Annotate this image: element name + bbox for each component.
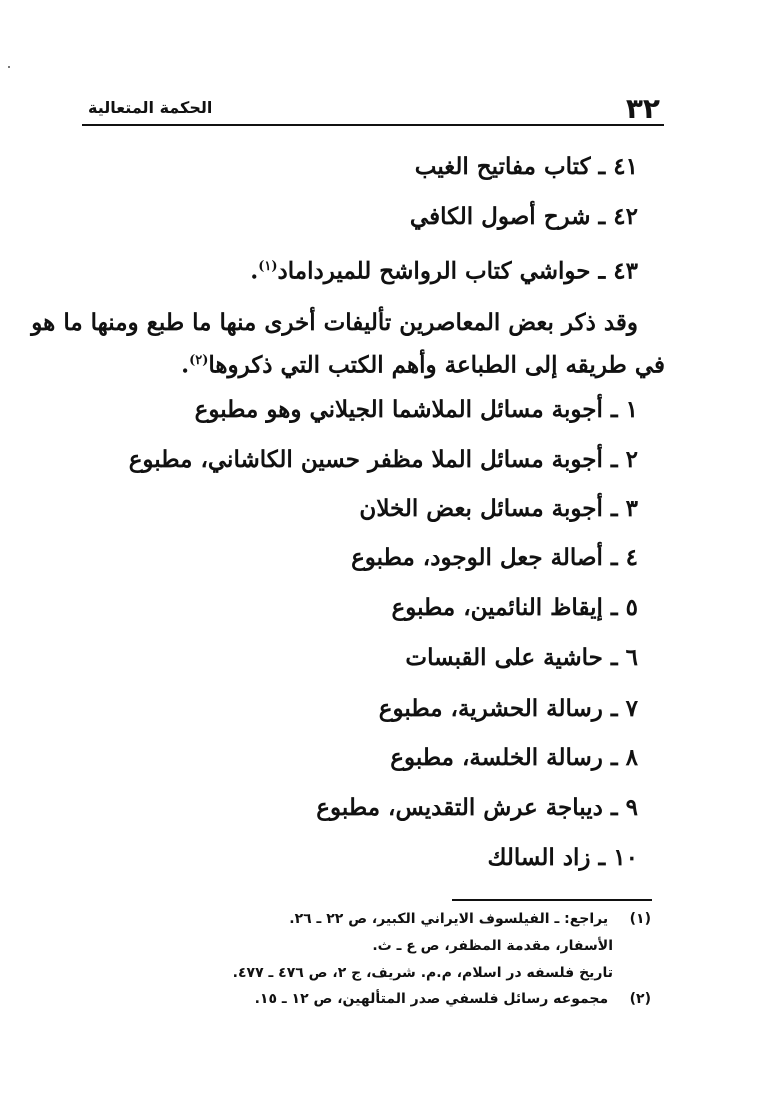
- list-item-text: أجوبة مسائل الملاشما الجيلاني وهو مطبوع: [194, 396, 603, 423]
- list-item: [351, 543, 638, 573]
- running-title: الحكمة المتعالية: [88, 98, 213, 117]
- list-item: [250, 252, 638, 287]
- footnote-ref: (٢): [189, 353, 209, 368]
- scan-speck: [8, 66, 10, 68]
- list-item-number: ١٠: [613, 844, 638, 871]
- page-header: [82, 92, 664, 125]
- list-item-text: رسالة الحشرية، مطبوع: [378, 695, 603, 722]
- list-item-dash: ـ: [590, 153, 606, 180]
- list-item-number: ٤١: [613, 153, 638, 180]
- footnote-ref: (١): [258, 259, 278, 274]
- list-item-text: أصالة جعل الوجود، مطبوع: [351, 544, 603, 571]
- list-item-text: كتاب مفاتيح الغيب: [414, 153, 591, 180]
- list-item: [195, 395, 638, 425]
- list-item-number: ٥: [625, 594, 638, 621]
- list-item-dash: ـ: [602, 794, 618, 821]
- list-item-number: ٤: [625, 544, 638, 571]
- footnote-rule: [452, 899, 652, 901]
- list-item: [415, 152, 638, 182]
- list-item-text: أجوبة مسائل بعض الخلان: [359, 495, 603, 522]
- list-item-number: ٤٣: [613, 257, 638, 285]
- list-item: [359, 494, 638, 524]
- list-item-text: زاد السالك: [487, 844, 591, 871]
- footnote-text: مجموعه رسائل فلسفي صدر المتألهين، ص ١٢ ـ ١٥.: [254, 991, 609, 1007]
- footnote-text: تاريخ فلسفه در اسلام، م.م. شريف، ج ٢، ص ٤٧٦ ـ ٤٧٧.: [232, 965, 613, 981]
- list-item-number: ٣: [625, 495, 638, 522]
- list-item-text: ديباجة عرش التقديس، مطبوع: [316, 794, 603, 821]
- list-item-dash: ـ: [590, 844, 606, 871]
- list-item: [379, 694, 638, 724]
- list-item: [392, 593, 639, 623]
- list-item-dash: ـ: [590, 257, 606, 285]
- list-item-dash: ـ: [602, 495, 618, 522]
- list-item-number: ١: [625, 396, 638, 423]
- list-item-dash: ـ: [602, 744, 618, 771]
- list-item: [405, 643, 638, 673]
- page-number: ٣٢: [625, 92, 660, 125]
- footnote-2: [255, 989, 651, 1009]
- list-item-text: إيقاظ النائمين، مطبوع: [391, 594, 603, 621]
- footnote-number: (١): [629, 911, 651, 927]
- list-item: [129, 445, 638, 475]
- list-item: [410, 202, 638, 232]
- list-item-dash: ـ: [602, 446, 618, 473]
- footnote-text: يراجع: ـ الفيلسوف الايراني الكبير، ص ٢٢ ـ ٢٦.: [289, 911, 609, 927]
- footnote-1: [289, 909, 651, 929]
- list-item-number: ٦: [625, 644, 638, 671]
- list-item: [316, 793, 638, 823]
- list-item: [390, 743, 638, 773]
- list-item-dash: ـ: [602, 695, 618, 722]
- list-item-dash: ـ: [602, 544, 618, 571]
- header-rule: [82, 124, 664, 126]
- footnote-number: (٢): [629, 991, 651, 1007]
- list-item-number: ٧: [625, 695, 638, 722]
- footnote-text: الأسفار، مقدمة المظفر، ص ع ـ ث.: [372, 938, 613, 954]
- list-item-text: شرح أصول الكافي: [409, 203, 591, 230]
- period: .: [181, 351, 190, 379]
- list-item: [487, 843, 638, 873]
- list-item-dash: ـ: [602, 594, 618, 621]
- footnote-1-line-3: [233, 963, 613, 983]
- list-item-text: حاشية على القبسات: [405, 644, 603, 671]
- footnote-1-line-2: [372, 936, 613, 956]
- list-item-number: ٢: [625, 446, 638, 473]
- list-item-dash: ـ: [602, 644, 618, 671]
- period: .: [250, 257, 259, 285]
- list-item-number: ٤٢: [613, 203, 638, 230]
- list-item-text: أجوبة مسائل الملا مظفر حسين الكاشاني، مطبوع: [128, 446, 603, 473]
- list-item-dash: ـ: [602, 396, 618, 423]
- list-item-text: حواشي كتاب الرواشح للميرداماد: [277, 257, 591, 285]
- list-item-dash: ـ: [590, 203, 606, 230]
- list-item-number: ٩: [625, 794, 638, 821]
- paragraph-line-2-text: في طريقه إلى الطباعة وأهم الكتب التي ذكروها: [208, 351, 665, 379]
- list-item-text: رسالة الخلسة، مطبوع: [390, 744, 603, 771]
- list-item-number: ٨: [625, 744, 638, 771]
- paragraph-line-1: وقد ذكر بعض المعاصرين تأليفات أخرى منها ما طبع ومنها ما هو: [31, 309, 638, 336]
- paragraph-line-2: [181, 346, 665, 381]
